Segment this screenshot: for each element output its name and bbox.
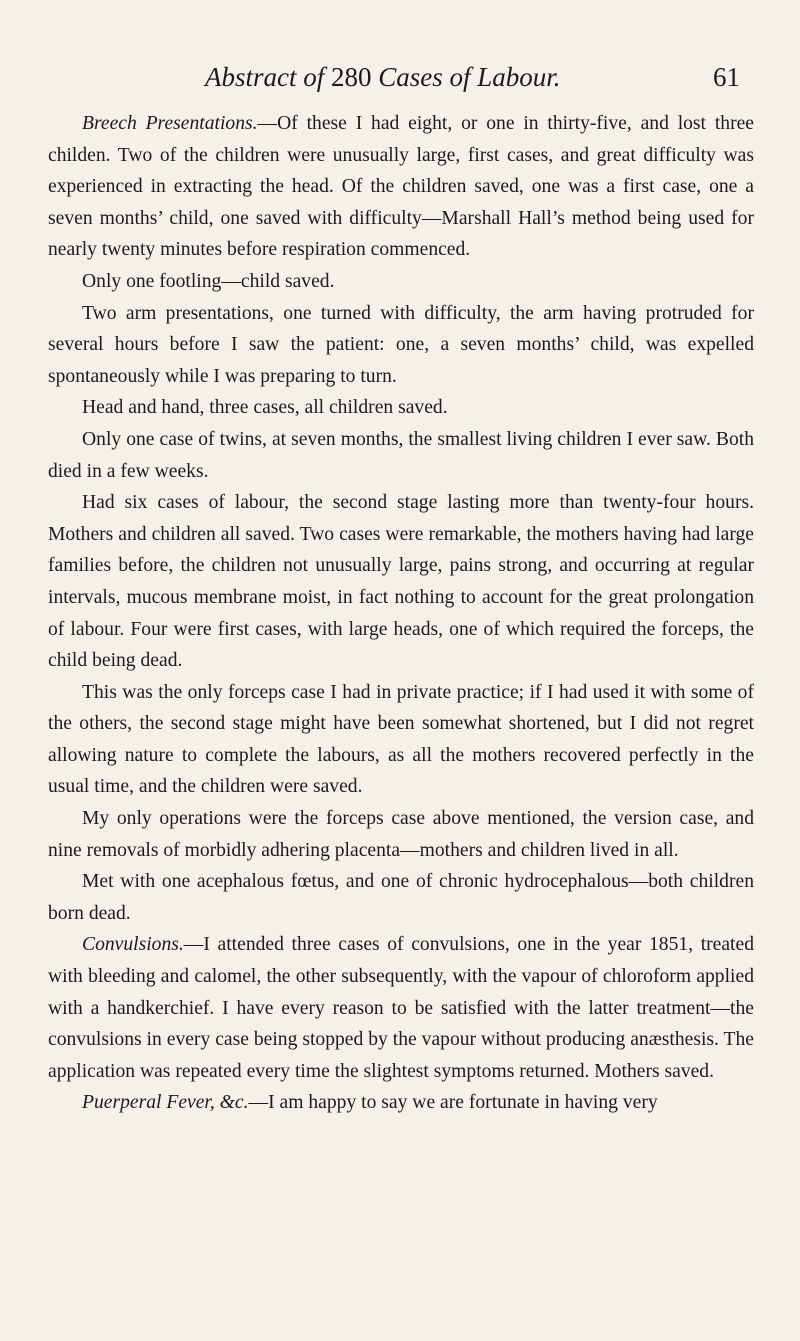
paragraph: Two arm presentations, one turned with difficulty, the arm having protruded for several hours before I saw the patient: one, a seven months’ child, was expelled spontaneously while I was preparing to turn.	[48, 302, 754, 387]
title-part: Abstract of	[205, 62, 325, 92]
paragraph-breech: Breech Presentations.—Of these I had eight, or one in thirty-five, and lost three childen. Two of the children were unusually large, first cases, and great difficulty was experienced in extracting the head. Of the children saved, one was a first case, one a seven months’ child, one saved with difficulty—Marshall Hall’s method being used for nearly twenty minutes before respiration commenced.	[48, 113, 754, 261]
paragraph: Had six cases of labour, the second stage lasting more than twenty-four hours. Mothers and children all saved. Two cases were remarkable, the mothers having had large families before, the children not unusually large, pains strong, and occurring at regular intervals, mucous membrane moist, in fact nothing to account for the great prolongation of labour. Four were first cases, with large heads, one of which required the forceps, the child being dead.	[48, 492, 754, 672]
paragraph-convulsions: Convulsions.—I attended three cases of convulsions, one in the year 1851, treated with bleeding and calomel, the other subsequently, with the vapour of chloroform applied with a handkerchief. I have every reason to be satisfied with the latter treatment—the convulsions in every case being stopped by the vapour without producing anæsthesis. The application was repeated every time the slightest symptoms returned. Mothers saved.	[48, 934, 754, 1082]
paragraph: Only one case of twins, at seven months, the smallest living children I ever saw. Both died in a few weeks.	[48, 428, 754, 482]
section-heading: Breech Presentations.	[82, 113, 258, 134]
paragraph: Head and hand, three cases, all children saved.	[82, 397, 448, 419]
paragraph: This was the only forceps case I had in private practice; if I had used it with some of the others, the second stage might have been somewhat shortened, but I did not regret allowing nature to complete the labours, as all the mothers recovered perfectly in the usual time, and the children were saved.	[48, 681, 754, 798]
section-heading: Puerperal Fever, &c.	[82, 1092, 249, 1114]
paragraph: My only operations were the forceps case above mentioned, the version case, and nine removals of morbidly adhering placenta—mothers and children lived in all.	[48, 808, 754, 861]
paragraph-puerperal: Puerperal Fever, &c.—I am happy to say we are fortunate in having very	[82, 1092, 658, 1114]
running-header	[0, 62, 800, 102]
body-text	[48, 108, 754, 1119]
title-part: Cases of Labour.	[378, 62, 561, 92]
running-title	[205, 62, 561, 93]
paragraph: Met with one acephalous fœtus, and one of chronic hydrocephalous—both children born dead.	[48, 871, 754, 924]
page-number: 61	[713, 62, 740, 92]
title-number: 280	[331, 62, 372, 92]
section-heading: Convulsions.	[82, 934, 184, 956]
paragraph: Only one footling—child saved.	[82, 270, 335, 292]
